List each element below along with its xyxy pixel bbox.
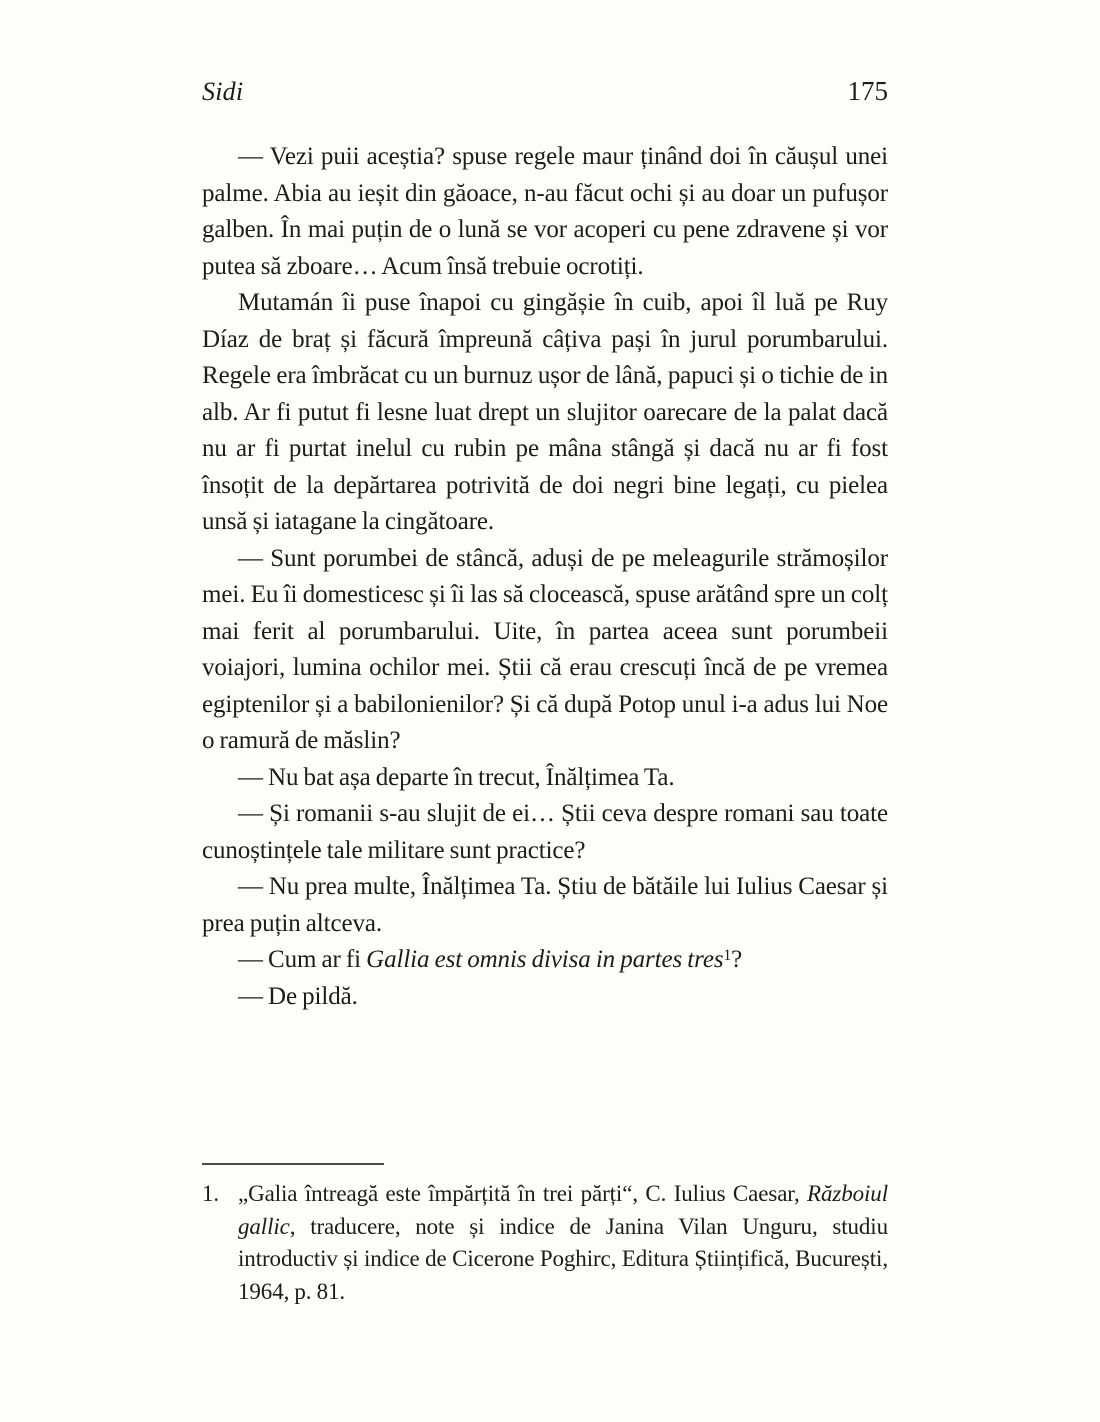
footnote-separator xyxy=(202,1163,384,1165)
footnote-reference: 1 xyxy=(723,947,732,965)
footnote xyxy=(202,1178,888,1308)
paragraph: — Vezi puii aceștia? spuse regele maur ținând doi în căușul unei palme. Abia au ieșit din găoace, n-au făcut ochi și au doar un pufușor galben. În mai puțin de o lună se vor acoperi cu pene zdravene și vor putea să zboare… Acum însă trebuie ocrotiți. xyxy=(202,143,888,280)
paragraph: Mutamán îi puse înapoi cu gingășie în cuib, apoi îl luă pe Ruy Díaz de braț și făcură împreună câțiva pași în jurul porumbarului. Regele era îmbrăcat cu un burnuz ușor de lână, papuci și o tichie de in alb. Ar fi putut fi lesne luat drept un slujitor oarecare de la palat dacă nu ar fi purtat inelul cu rubin pe mâna stângă și dacă nu ar fi fost însoțit de la depărtarea potrivită de doi negri bine legați, cu pielea unsă și iatagane la cingătoare. xyxy=(202,289,888,535)
paragraph: — Nu bat așa departe în trecut, Înălțimea Ta. xyxy=(238,763,675,791)
paragraph: — Și romanii s-au slujit de ei… Știi ceva despre romani sau toate cunoștințele tale militare sunt practice? xyxy=(202,800,888,864)
footnote-text: „Galia întreagă este împărțită în trei părți“, C. Iulius Caesar, Războiul gallic, traducere, note și indice de Janina Vilan Unguru, studiu introductiv și indice de Cicerone Poghirc, Editura Științifică, București, 1964, p. 81. xyxy=(238,1181,888,1304)
paragraph: — Cum ar fi Gallia est omnis divisa in partes tres$^1$? xyxy=(238,946,743,973)
paragraph: — De pildă. xyxy=(238,982,358,1010)
running-header-title: Sidi xyxy=(202,77,244,106)
paragraph: — Sunt porumbei de stâncă, aduși de pe meleagurile strămoșilor mei. Eu îi domesticesc și îi las să clocească, spuse arătând spre un colț mai ferit al porumbarului. Uite, în partea aceea sunt porumbeii voiajori, lumina ochilor mei. Știi că erau crescuți încă de pe vremea egiptenilor și a babilonienilor? Și că după Potop unul i-a adus lui Noe o ramură de măslin? xyxy=(202,544,888,754)
footnote-number: 1. xyxy=(202,1181,220,1206)
page-header xyxy=(202,76,888,107)
paragraph: — Nu prea multe, Înălțimea Ta. Știu de bătăile lui Iulius Caesar și prea puțin altceva. xyxy=(202,873,888,937)
text-body xyxy=(202,139,888,1015)
page-number: 175 xyxy=(847,76,888,106)
